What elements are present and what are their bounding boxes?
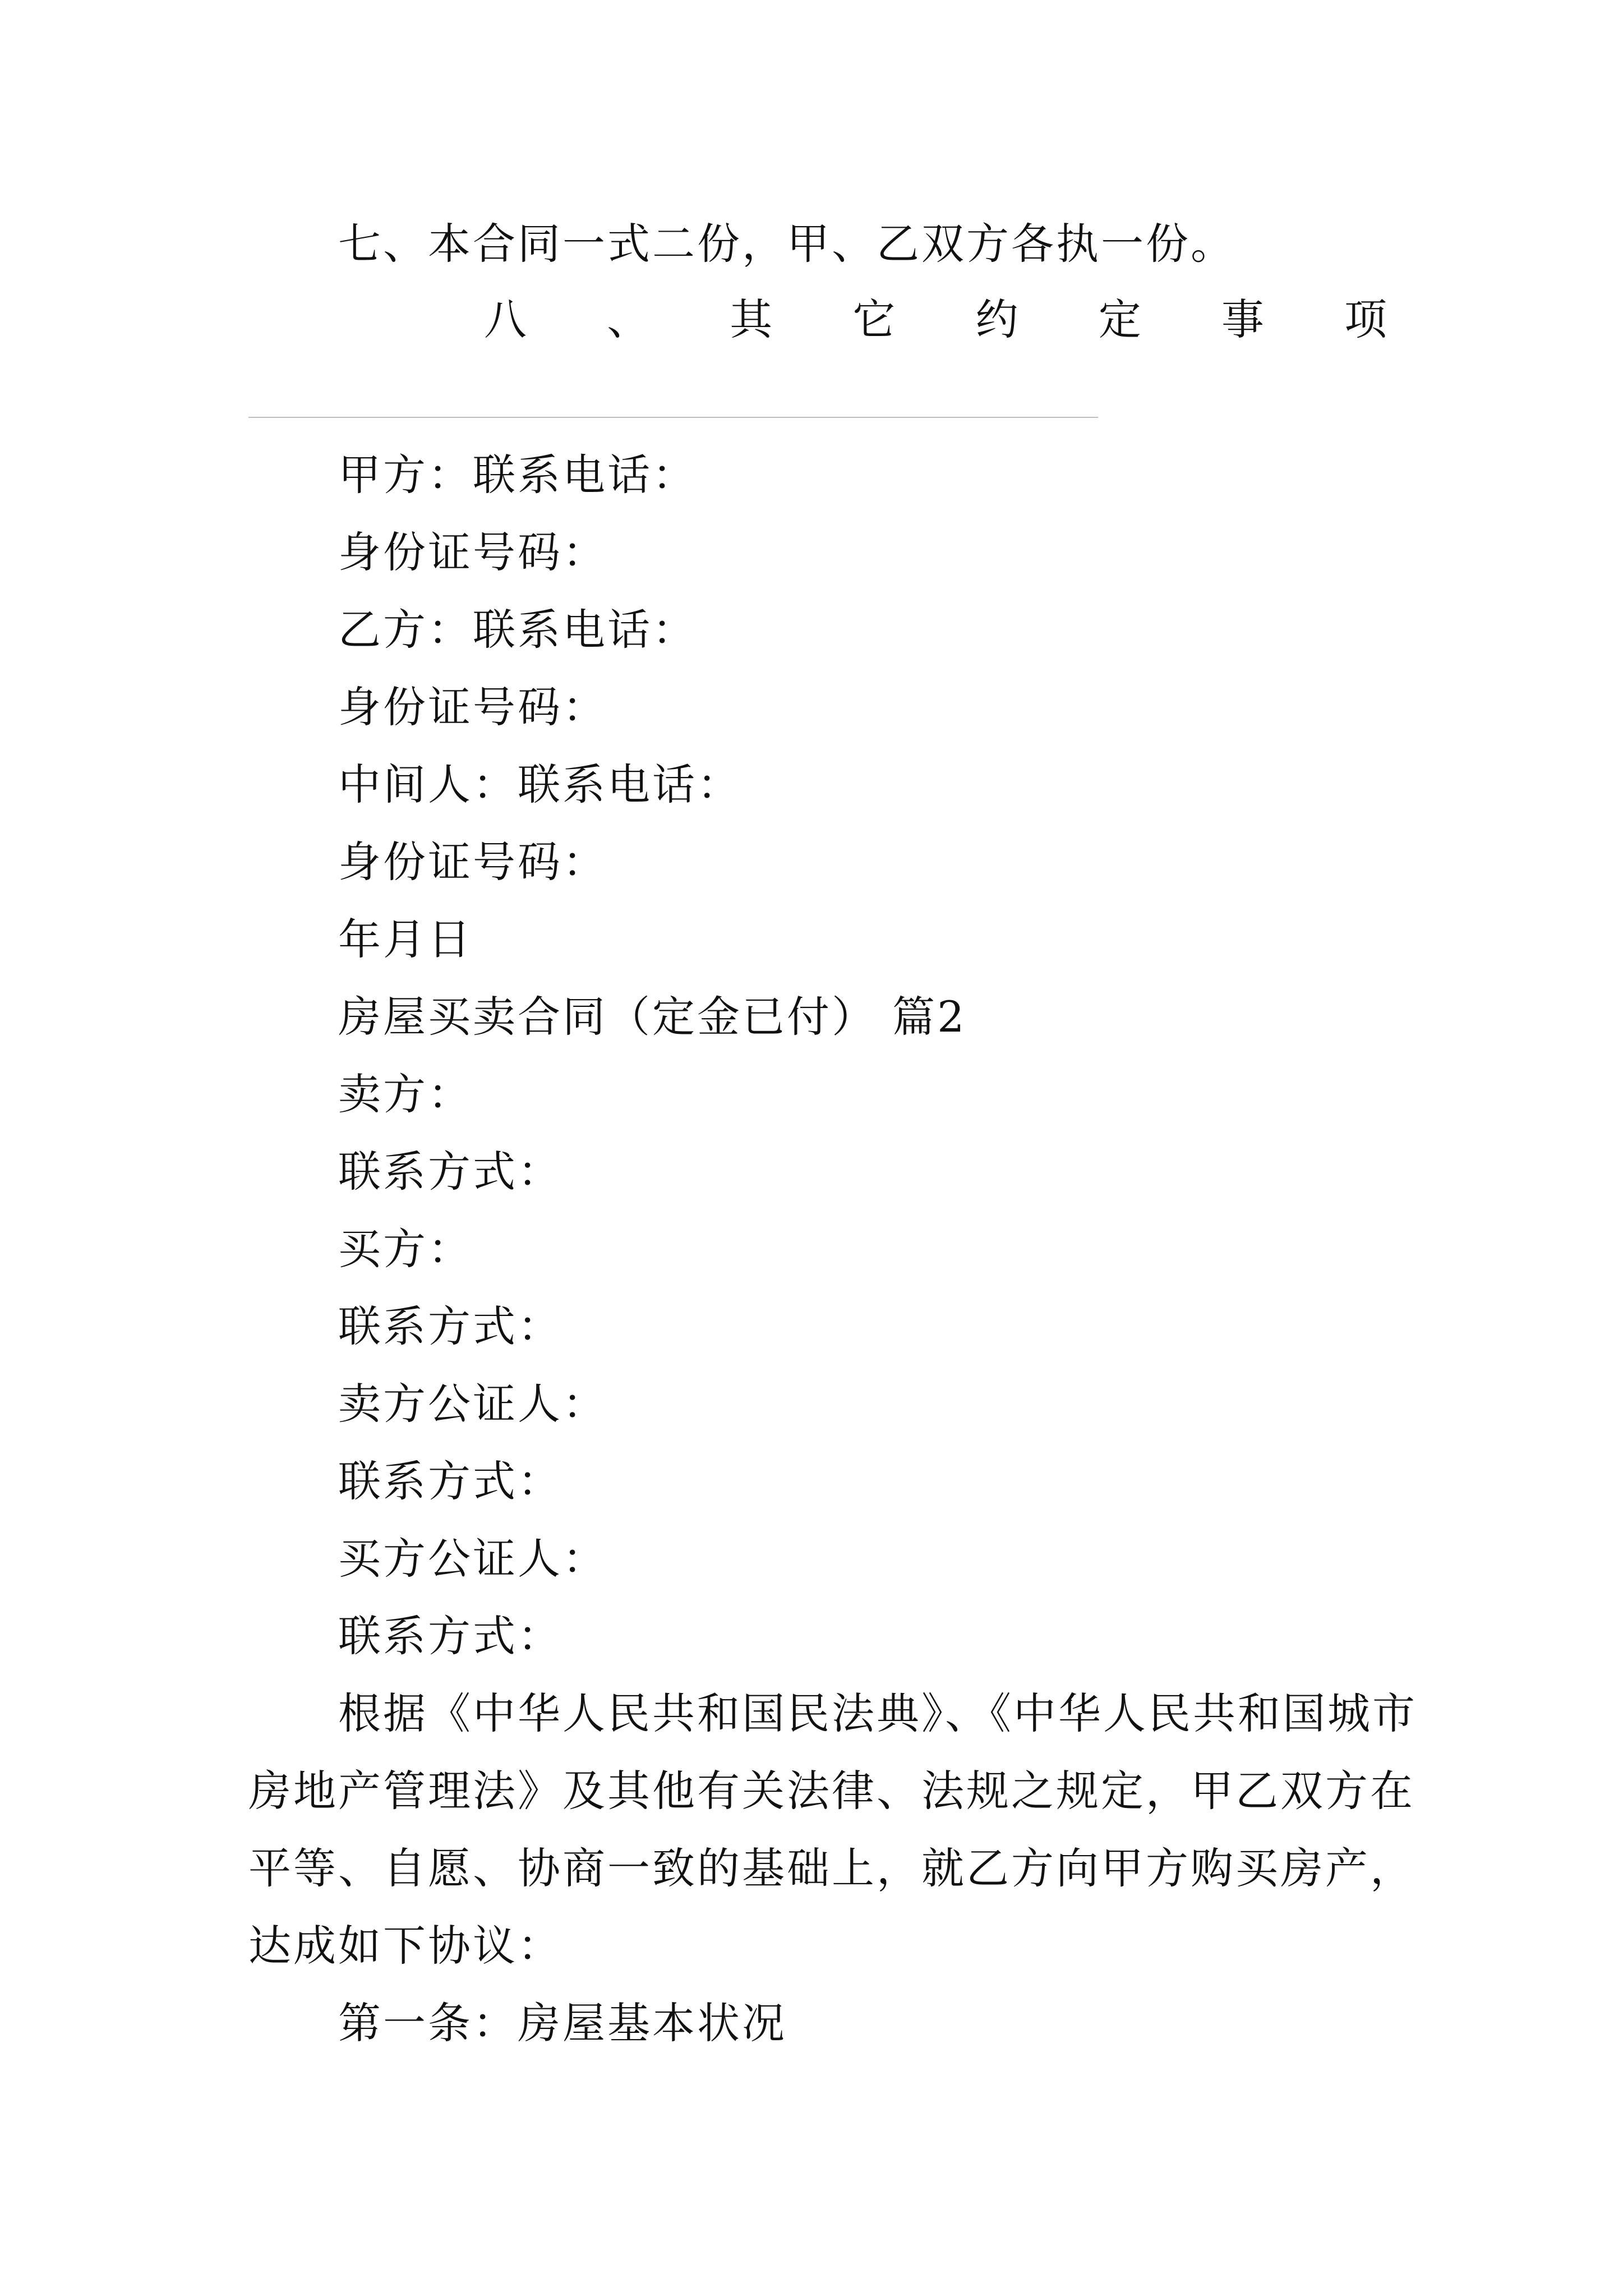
party-a-phone: 甲方：联系电话：: [338, 450, 697, 500]
middleman-phone: 中间人：联系电话：: [338, 760, 742, 809]
clause-8-char: 它: [852, 295, 896, 344]
clause-8-char: 定: [1098, 295, 1141, 344]
party-b-phone: 乙方：联系电话：: [338, 605, 697, 655]
party-b-id: 身份证号码：: [338, 682, 607, 732]
clause-8-char: 事: [1221, 295, 1264, 344]
clause-8-char: 、: [607, 295, 650, 344]
clause-8-char: 八: [484, 295, 527, 344]
seller-notary-contact: 联系方式：: [338, 1456, 562, 1506]
clause-8-char: 约: [975, 295, 1018, 344]
buyer-notary: 买方公证人：: [338, 1534, 607, 1584]
intro-paragraph-line: 达成如下协议：: [248, 1921, 562, 1971]
clause-8-char: 其: [730, 295, 773, 344]
buyer-label: 买方：: [338, 1224, 473, 1274]
middleman-id: 身份证号码：: [338, 837, 607, 887]
intro-paragraph-line: 平等、自愿、协商一致的基础上，就乙方向甲方购买房产，: [248, 1843, 1415, 1893]
seller-contact: 联系方式：: [338, 1147, 562, 1197]
clause-8-char: 项: [1344, 295, 1387, 344]
signing-date: 年月日: [338, 914, 473, 964]
contract-2-title: 房屋买卖合同（定金已付） 篇2: [338, 992, 967, 1042]
clause-7: 七、本合同一式二份，甲、乙双方各执一份。: [338, 219, 1235, 269]
article-1-title: 第一条：房屋基本状况: [338, 1998, 787, 2048]
party-a-id: 身份证号码：: [338, 527, 607, 577]
clause-8-heading: [484, 292, 1387, 348]
seller-label: 卖方：: [338, 1069, 473, 1119]
intro-paragraph-line: 根据《中华人民共和国民法典》、《中华人民共和国城市: [338, 1688, 1417, 1738]
buyer-contact: 联系方式：: [338, 1301, 562, 1351]
fill-in-blank-line: [248, 417, 1098, 418]
buyer-notary-contact: 联系方式：: [338, 1611, 562, 1661]
seller-notary: 卖方公证人：: [338, 1379, 607, 1429]
intro-paragraph-line: 房地产管理法》及其他有关法律、法规之规定，甲乙双方在: [248, 1766, 1415, 1816]
